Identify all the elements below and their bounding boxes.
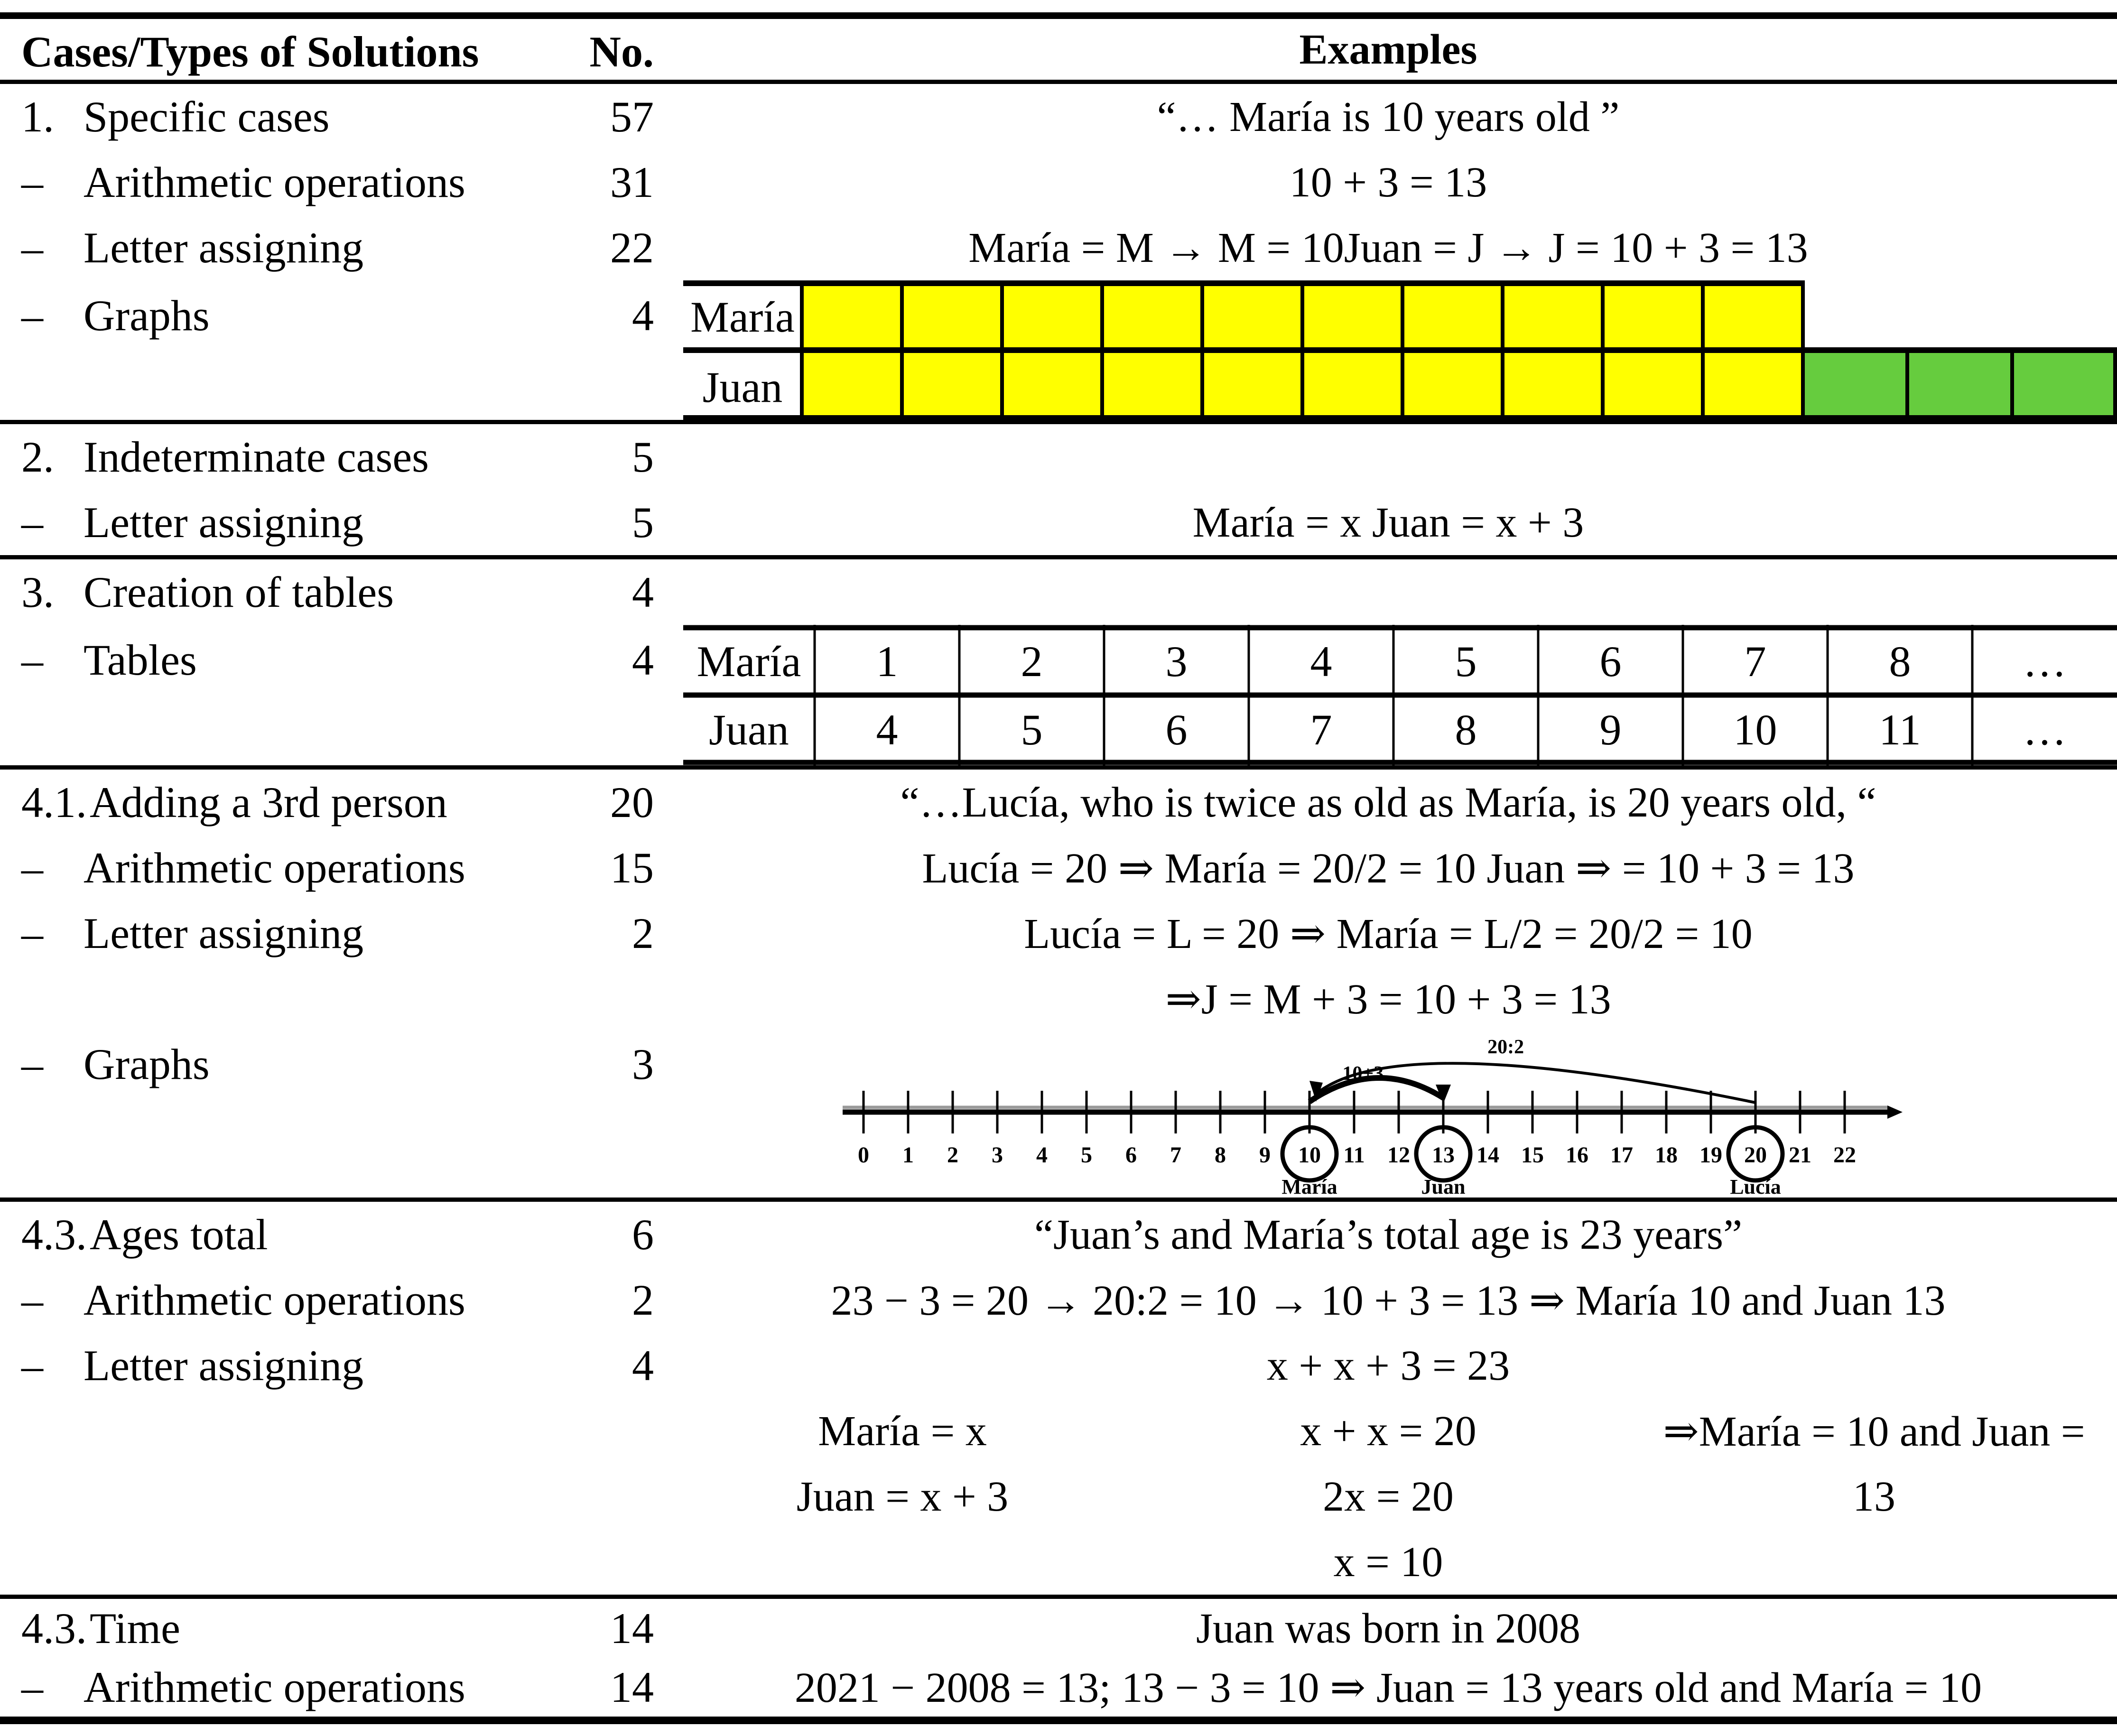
count-cell: 4: [632, 568, 654, 616]
table-row: [0, 900, 2117, 1031]
example-text: [659, 424, 2117, 490]
worked-line: 13: [1853, 1473, 1895, 1520]
example-text: [659, 559, 2117, 625]
count-cell: 20: [610, 778, 654, 826]
example-cell: [659, 1599, 2117, 1658]
example-text: “…Lucía, who is twice as old as María, is 20 years old, “: [900, 779, 1876, 826]
case-type-cell: [0, 280, 550, 350]
svg-text:22: 22: [1833, 1142, 1856, 1168]
case-type-cell: [0, 835, 550, 900]
case-type-cell: [0, 900, 550, 966]
worked-column: [659, 1398, 1145, 1595]
example-text: “Juan’s and María’s total age is 23 years”: [1034, 1211, 1743, 1258]
example-cell: [659, 900, 2117, 1031]
worked-column: [1631, 1398, 2117, 1595]
header-cases-types: [0, 19, 550, 84]
table-body: [0, 84, 2117, 1717]
example-cell: [659, 215, 2117, 280]
example-text: Juan was born in 2008: [1196, 1605, 1580, 1652]
case-type-cell: [0, 770, 550, 835]
example-text: 23 − 3 = 20 → 20:2 = 10 → 10 + 3 = 13 ⇒ María 10 and Juan 13: [831, 1277, 1946, 1324]
table-row: [0, 1599, 2117, 1658]
example-cell: [659, 1267, 2117, 1333]
svg-text:20:2: 20:2: [1487, 1036, 1524, 1058]
row-marker: 4.3.: [21, 1604, 87, 1652]
svg-text:7: 7: [1170, 1142, 1181, 1168]
count-cell: 14: [610, 1663, 654, 1711]
count-cell: 4: [632, 636, 654, 684]
number-line: [833, 1031, 1943, 1198]
example-text: “… María is 10 years old ”: [1157, 93, 1620, 140]
svg-text:4: 4: [876, 706, 898, 754]
table-row: [0, 424, 2117, 490]
table-row: [0, 280, 2117, 420]
svg-text:13: 13: [1432, 1142, 1455, 1168]
example-cell: [659, 1333, 2117, 1595]
case-type-cell: [0, 559, 550, 625]
svg-text:5: 5: [1081, 1142, 1092, 1168]
worked-columns: [659, 1398, 2117, 1595]
count-cell: 2: [632, 909, 654, 957]
row-label: Indeterminate cases: [84, 433, 429, 481]
section-4: [0, 765, 2117, 1198]
example-text: Lucía = 20 ⇒ María = 20/2 = 10 Juan ⇒ = 10 + 3 = 13: [922, 845, 1855, 892]
svg-text:10: 10: [1733, 706, 1777, 754]
table-row: [0, 1202, 2117, 1267]
row-label: Letter assigning: [84, 498, 364, 547]
row-label: Tables: [84, 636, 197, 684]
header-cases-types-label: Cases/Types of Solutions: [21, 28, 479, 76]
row-marker: –: [21, 1341, 43, 1390]
svg-text:1: 1: [902, 1142, 914, 1168]
case-type-cell: [0, 625, 550, 695]
row-marker: 3.: [21, 568, 54, 616]
svg-text:6: 6: [1165, 706, 1188, 754]
svg-text:María: María: [1281, 1175, 1337, 1198]
case-type-cell: [0, 1599, 550, 1658]
case-type-cell: [0, 215, 550, 280]
example-cell: [659, 835, 2117, 900]
svg-text:10+3: 10+3: [1342, 1063, 1384, 1085]
svg-text:8: 8: [1889, 637, 1911, 686]
svg-text:9: 9: [1259, 1142, 1271, 1168]
example-cell: [659, 1031, 2117, 1198]
section-6: [0, 1595, 2117, 1717]
example-cell: [659, 625, 2117, 765]
section-1: [0, 84, 2117, 420]
svg-text:6: 6: [1125, 1142, 1137, 1168]
count-cell: 6: [632, 1210, 654, 1259]
header-examples: [659, 19, 2117, 80]
svg-text:19: 19: [1699, 1142, 1722, 1168]
table-row: [0, 625, 2117, 765]
example-text: 2021 − 2008 = 13; 13 − 3 = 10 ⇒ Juan = 13 years old and María = 10: [794, 1664, 1982, 1711]
section-5: [0, 1198, 2117, 1595]
table-header-row: [0, 19, 2117, 84]
worked-line: Juan = x + 3: [796, 1473, 1009, 1520]
row-label: Specific cases: [84, 93, 330, 141]
svg-text:4: 4: [1036, 1142, 1048, 1168]
count-cell: 15: [610, 844, 654, 892]
bar-chart: [683, 280, 2117, 420]
svg-text:…: …: [2023, 706, 2067, 754]
table-row: [0, 1031, 2117, 1198]
row-label: Graphs: [84, 1040, 210, 1088]
worked-column: [1145, 1398, 1631, 1595]
row-label: Time: [90, 1604, 180, 1652]
worked-line: María = x: [818, 1407, 987, 1455]
row-label: Letter assigning: [84, 909, 364, 957]
row-label: Letter assigning: [84, 1341, 364, 1390]
count-cell: 57: [610, 93, 654, 141]
row-marker: –: [21, 498, 43, 547]
svg-text:14: 14: [1476, 1142, 1499, 1168]
svg-text:María: María: [690, 293, 795, 341]
header-no-label: No.: [589, 28, 654, 76]
case-type-cell: [0, 149, 550, 215]
svg-text:20: 20: [1744, 1142, 1767, 1168]
worked-line: x = 10: [1333, 1538, 1443, 1586]
section-2: [0, 420, 2117, 555]
worked-line: 2x = 20: [1323, 1473, 1454, 1520]
example-cell: [659, 84, 2117, 149]
row-marker: 4.3.: [21, 1210, 87, 1259]
svg-text:2: 2: [947, 1142, 958, 1168]
example-cell: [659, 490, 2117, 555]
count-cell: 31: [610, 158, 654, 206]
count-cell: 4: [632, 291, 654, 340]
case-type-cell: [0, 1202, 550, 1267]
worked-line: x + x = 20: [1300, 1407, 1476, 1455]
example-text: Lucía = L = 20 ⇒ María = L/2 = 20/2 = 10: [1024, 910, 1753, 957]
example-text: 10 + 3 = 13: [1289, 158, 1487, 206]
count-cell: 3: [632, 1040, 654, 1088]
row-label: Adding a 3rd person: [90, 778, 447, 826]
svg-text:11: 11: [1343, 1142, 1365, 1168]
row-marker: 1.: [21, 93, 54, 141]
count-cell: 22: [610, 223, 654, 272]
case-type-cell: [0, 424, 550, 490]
row-marker: –: [21, 844, 43, 892]
svg-text:7: 7: [1310, 706, 1332, 754]
row-label: Arithmetic operations: [84, 158, 465, 206]
svg-text:16: 16: [1566, 1142, 1588, 1168]
svg-text:12: 12: [1387, 1142, 1410, 1168]
svg-text:5: 5: [1021, 706, 1043, 754]
svg-text:21: 21: [1789, 1142, 1811, 1168]
header-examples-label: Examples: [1299, 26, 1477, 73]
solutions-table: [0, 12, 2117, 1724]
svg-text:15: 15: [1521, 1142, 1544, 1168]
example-text: ⇒J = M + 3 = 10 + 3 = 13: [1165, 975, 1611, 1023]
svg-text:Juan: Juan: [1421, 1175, 1466, 1198]
row-marker: –: [21, 291, 43, 340]
svg-text:Juan: Juan: [702, 363, 783, 411]
table-row: [0, 1333, 2117, 1595]
svg-text:3: 3: [1165, 637, 1188, 686]
row-marker: 4.1.: [21, 778, 87, 826]
table-row: [0, 490, 2117, 555]
row-label: Graphs: [84, 291, 210, 340]
row-marker: –: [21, 1663, 43, 1711]
section-3: [0, 555, 2117, 765]
row-label: Ages total: [90, 1210, 268, 1259]
example-equation: x + x + 3 = 23: [1266, 1342, 1510, 1389]
ages-table: [683, 625, 2117, 765]
worked-line: ⇒María = 10 and Juan =: [1663, 1408, 2085, 1455]
row-marker: –: [21, 158, 43, 206]
row-label: Arithmetic operations: [84, 844, 465, 892]
row-label: Creation of tables: [84, 568, 394, 616]
table-row: [0, 835, 2117, 900]
row-marker: –: [21, 1276, 43, 1324]
example-cell: [659, 149, 2117, 215]
svg-text:8: 8: [1215, 1142, 1226, 1168]
svg-text:17: 17: [1610, 1142, 1633, 1168]
case-type-cell: [0, 1267, 550, 1333]
example-text: María = x Juan = x + 3: [1192, 499, 1584, 546]
case-type-cell: [0, 84, 550, 149]
svg-text:María: María: [696, 637, 801, 686]
svg-text:8: 8: [1455, 706, 1477, 754]
table-row: [0, 1658, 2117, 1717]
example-cell: [659, 1658, 2117, 1717]
example-cell: [659, 770, 2117, 835]
svg-text:11: 11: [1879, 706, 1921, 754]
table-row: [0, 770, 2117, 835]
table-row: [0, 149, 2117, 215]
svg-text:9: 9: [1599, 706, 1622, 754]
case-type-cell: [0, 490, 550, 555]
count-cell: 5: [632, 433, 654, 481]
example-cell: [659, 280, 2117, 420]
svg-text:Juan: Juan: [709, 706, 789, 754]
svg-text:1: 1: [876, 637, 898, 686]
svg-text:5: 5: [1455, 637, 1477, 686]
example-cell: [659, 1202, 2117, 1267]
svg-text:3: 3: [992, 1142, 1003, 1168]
svg-text:7: 7: [1744, 637, 1766, 686]
svg-text:4: 4: [1310, 637, 1332, 686]
svg-text:2: 2: [1021, 637, 1043, 686]
table-row: [0, 559, 2117, 625]
example-cell: [659, 424, 2117, 490]
table-row: [0, 1267, 2117, 1333]
row-label: Letter assigning: [84, 223, 364, 272]
case-type-cell: [0, 1031, 550, 1097]
case-type-cell: [0, 1658, 550, 1717]
count-cell: 5: [632, 498, 654, 547]
svg-text:18: 18: [1655, 1142, 1678, 1168]
row-marker: –: [21, 1040, 43, 1088]
row-marker: –: [21, 636, 43, 684]
table-row: [0, 84, 2117, 149]
example-cell: [659, 559, 2117, 625]
row-marker: 2.: [21, 433, 54, 481]
svg-text:…: …: [2023, 637, 2067, 686]
row-label: Arithmetic operations: [84, 1276, 465, 1324]
count-cell: 2: [632, 1276, 654, 1324]
count-cell: 14: [610, 1604, 654, 1652]
header-no: [550, 19, 659, 84]
case-type-cell: [0, 1333, 550, 1398]
example-text: María = M → M = 10Juan = J → J = 10 + 3 = 13: [968, 224, 1808, 271]
svg-text:0: 0: [858, 1142, 869, 1168]
table-row: [0, 215, 2117, 280]
row-marker: –: [21, 223, 43, 272]
svg-text:10: 10: [1298, 1142, 1321, 1168]
svg-text:6: 6: [1599, 637, 1622, 686]
svg-text:Lucía: Lucía: [1730, 1175, 1781, 1198]
row-marker: –: [21, 909, 43, 957]
count-cell: 4: [632, 1341, 654, 1390]
row-label: Arithmetic operations: [84, 1663, 465, 1711]
